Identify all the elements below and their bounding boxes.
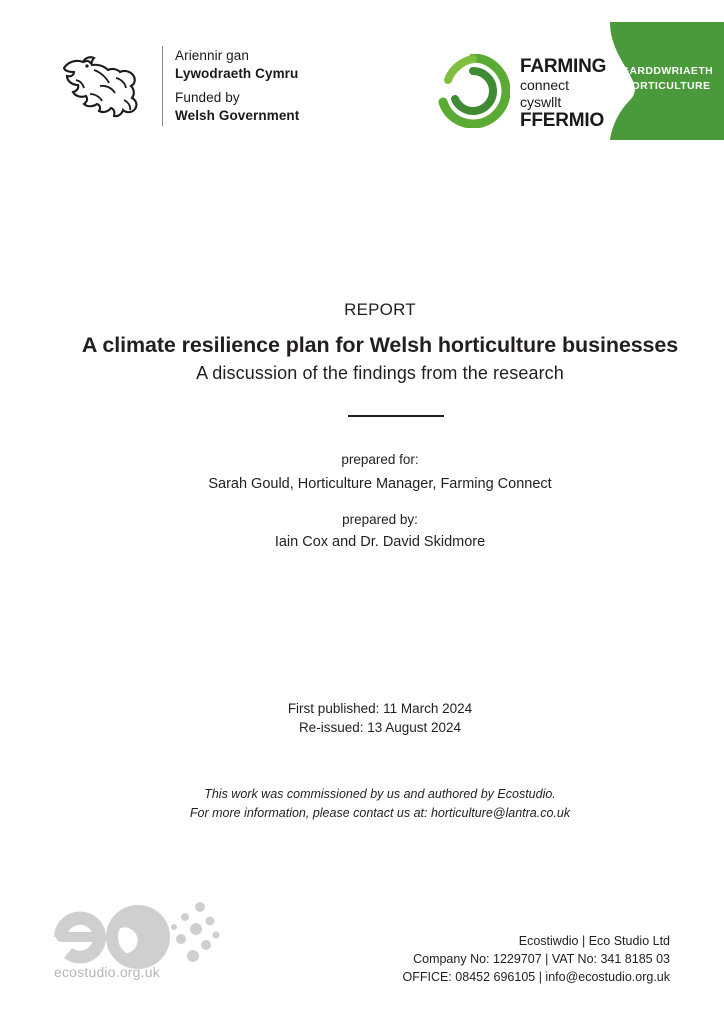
hort-line-1: GARDDWRIAETH	[620, 65, 714, 77]
company-line-2: Company No: 1229707 | VAT No: 341 8185 03	[413, 952, 670, 966]
company-line-1: Ecostiwdio | Eco Studio Ltd	[518, 934, 670, 948]
horticulture-tab-labels	[610, 64, 724, 94]
ecostudio-url[interactable]: ecostudio.org.uk	[54, 964, 160, 980]
welsh-dragon-icon	[54, 50, 150, 122]
report-kicker: REPORT	[344, 300, 416, 319]
prepared-by-label: prepared by:	[342, 512, 418, 527]
prepared-by-value: Iain Cox and Dr. David Skidmore	[274, 534, 486, 550]
contact-email[interactable]: horticulture@lantra.co.uk	[430, 806, 571, 820]
farming-connect-swirl-icon	[436, 54, 510, 133]
welsh-government-logo	[54, 46, 299, 126]
reissued-date: Re-issued: 13 August 2024	[298, 720, 462, 735]
horticulture-tab	[610, 22, 724, 140]
company-line-3: OFFICE: 08452 696105 | info@ecostudio.org.uk	[402, 970, 670, 984]
farming-connect-logo	[436, 54, 606, 133]
title-divider	[348, 415, 444, 417]
logo-divider	[162, 46, 163, 126]
wg-line-2: Lywodraeth Cymru	[175, 66, 299, 81]
wg-line-4: Welsh Government	[175, 108, 300, 123]
page-title: A climate resilience plan for Welsh horticulture businesses	[81, 333, 679, 357]
fc-line-2: connect	[520, 76, 570, 93]
commission-note-line-1: This work was commissioned by us and authored by Ecostudio.	[204, 787, 556, 801]
fc-line-1: FARMING	[520, 55, 607, 77]
commission-note-line-2	[36, 806, 724, 820]
prepared-for-value: Sarah Gould, Horticulture Manager, Farming Connect	[208, 476, 552, 492]
hort-line-2: HORTICULTURE	[623, 80, 711, 92]
company-details	[403, 932, 670, 986]
document-header	[36, 22, 724, 140]
welsh-government-text	[175, 47, 299, 125]
page-subtitle: A discussion of the findings from the research	[196, 363, 564, 383]
fc-line-4: FFERMIO	[520, 109, 605, 131]
prepared-for-label: prepared for:	[341, 452, 419, 467]
first-published-date: First published: 11 March 2024	[287, 701, 473, 716]
commission-note-prefix: For more information, please contact us at:	[189, 806, 431, 820]
wg-line-3: Funded by	[175, 90, 240, 105]
wg-line-1: Ariennir gan	[175, 48, 249, 63]
farming-connect-wordmark	[520, 57, 606, 131]
fc-line-3: cyswllt	[520, 93, 562, 110]
